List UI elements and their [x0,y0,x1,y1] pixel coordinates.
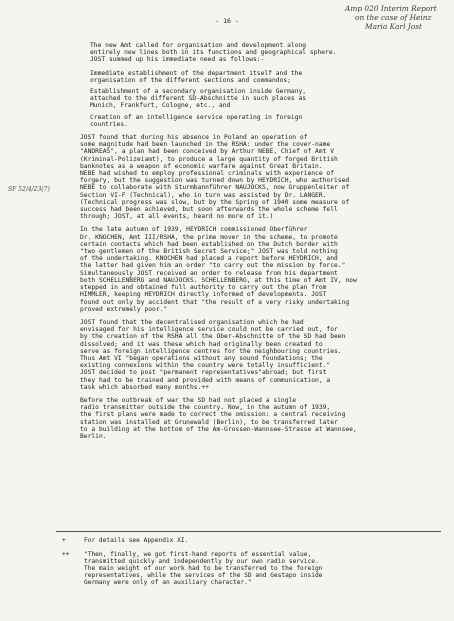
footnote-mark: + [62,537,66,544]
footnote-text: For details see Appendix XI. [84,537,189,544]
page-number: - 16 - [215,17,239,25]
handwritten-line: Maria Karl Jost [365,22,422,31]
footnote-divider [56,531,441,532]
paragraph: The new Amt called for organisation and development along entirely new lines both in its functions and geographical sphere. JOST summed up his immediate need as follows:- [90,42,337,64]
list-item: Establishment of a secondary organisation inside Germany, attached to the different SD-Abschnitte in such places as Munich, Frankfurt, Cologne, etc., and [90,88,307,110]
paragraph: JOST found that the decentralised organisation which he had envisaged for his intelligence service could not be carried out, for by the creation of the RSHA all the Ober-Abschnitte of the SD had been dissolved; and it was these which had originally been created to serve as foreign intelligence centres for the neighbouring countries. Thus Amt VI "began operations without any sound foundations; the existing connexions within the country were totally insufficient." JOST decided to post "permanent representatives"abroad; but first they had to be trained and provided with means of communication, a task which absorbed many months.++ [80,318,346,391]
paragraph: JOST found that during his absence in Poland an operation of some magnitude had been launched in the RSHA: under the cover-name "ANDREAS", a plan had been conceived by Arthur NEBE, Chief of Amt V (Kriminal-Polizeiamt), to produce a large quantity of forged British banknotes as a weapon of economic warfare against Great Britain. NEBE had wished to employ professional criminals with experience of forgery, but the suggestion was turned down by HEYDRICH, who authorised NEBE to collaborate with Sturmbannführer NAUJOCKS, now Gruppenleiter of Section VI-F (Technical), who in turn was assisted by Dr. LANGER. (Technical progress was slow, but by the Spring of 1940 some measure of success had been achieved, but soon afterwards the whole scheme fell through; JOST, at all events, heard no more of it.) [80,134,350,221]
paragraph: In the late autumn of 1939, HEYDRICH commissioned Oberführer Dr. KNOCHEN, Amt III/RSHA, the prime mover in the scheme, to promote certain contacts which had been established on the Dutch border with "two gentlemen of the British Secret Service;" JOST was told nothing of the undertaking. KNOCHEN had placed a report before HEYDRICH, and the latter had given him an order "to carry out the mission by force." Simultaneously JOST received an order to release from his department both SCHELLENBERG and NAUJOCKS. SCHELLENBERG, at this time of Amt IV, now stepped in and obtained full authority to carry out the plan from HIMMLER, keeping HEYDRICH directly informed of developments. JOST found out only by accident that "the result of a very risky undertaking proved extremely poor." [80,226,357,313]
paragraph: Before the outbreak of war the SD had not placed a single radio transmitter outside the country. Now, in the autumn of 1939, the first plans were made to correct the omission: a central receiving station was installed at Grunewald (Berlin), to be transferred later to a building at the bottom of the Am-Grossen-Wannsee-Strasse at Wannsee, Berlin. [80,396,357,440]
handwritten-line: on the case of Heinz [355,13,432,22]
footnote [62,551,442,586]
handwritten-annotation [345,4,453,31]
list-item: Creation of an intelligence service operating in foreign countries. [90,113,303,128]
footnote-text: "Then, finally, we got first-hand reports of essential value, transmitted quickly and independently by our own radio service. The main weight of our work had to be transferred to the foreign representatives, while the services of the SD and Gestapo inside Germany were only of an auxiliary character." [84,551,323,586]
body-text [80,42,440,446]
margin-note: SF 52/4/23(7) [8,186,50,193]
list-item: Immediate establishment of the department itself and the organisation of the different sections and commandos; [90,69,303,84]
handwritten-line: Amp 020 Interim Report [345,4,437,13]
footnote-mark: ++ [62,551,70,558]
